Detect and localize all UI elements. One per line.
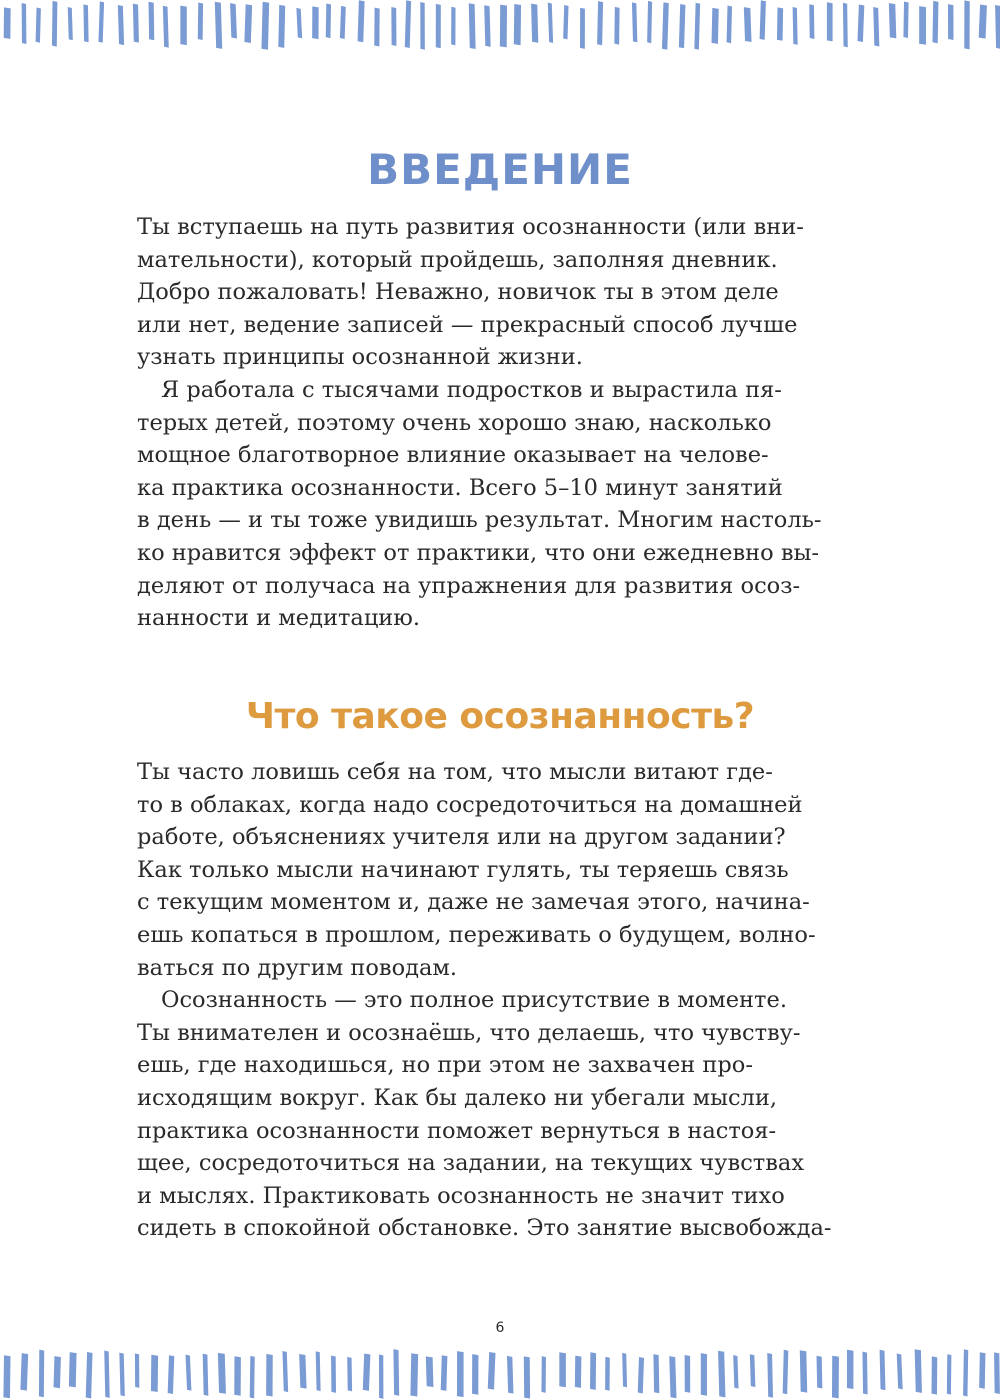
stripe-mark xyxy=(39,1350,44,1398)
stripe-mark xyxy=(647,1,652,43)
stripe-mark xyxy=(20,1353,28,1390)
stripe-mark xyxy=(915,1349,922,1393)
stripe-mark xyxy=(230,3,237,38)
stripe-mark xyxy=(98,1,104,42)
stripe-mark xyxy=(4,7,11,38)
stripe-mark xyxy=(932,1356,938,1394)
stripe-mark xyxy=(393,1349,399,1396)
page-number: 6 xyxy=(495,1320,505,1336)
stripe-mark xyxy=(118,5,124,45)
stripe-mark xyxy=(514,4,521,45)
stripe-mark xyxy=(597,1,603,45)
stripe-mark xyxy=(605,1357,610,1391)
stripe-mark xyxy=(472,1354,478,1395)
stripe-mark xyxy=(119,1353,124,1397)
stripe-mark xyxy=(718,1351,725,1398)
stripe-mark xyxy=(234,1356,241,1395)
stripe-mark xyxy=(69,1352,77,1387)
stripe-mark xyxy=(712,8,719,44)
stripe-mark xyxy=(163,6,169,48)
stripe-mark xyxy=(151,1355,158,1392)
stripe-mark xyxy=(426,1356,434,1387)
stripe-mark xyxy=(203,1354,209,1396)
stripe-mark xyxy=(932,1,938,43)
stripe-mark xyxy=(244,4,252,43)
stripe-mark xyxy=(68,7,73,40)
stripe-mark xyxy=(133,4,139,43)
stripe-mark xyxy=(391,7,396,46)
stripe-mark xyxy=(198,2,203,40)
stripe-mark xyxy=(186,1355,192,1391)
stripe-mark xyxy=(218,1353,226,1394)
stripe-mark xyxy=(662,2,669,49)
stripe-mark xyxy=(750,1354,756,1387)
stripe-mark xyxy=(832,1356,839,1399)
stripe-mark xyxy=(316,1351,321,1391)
stripe-mark xyxy=(903,2,908,38)
stripe-mark xyxy=(857,4,864,42)
stripe-mark xyxy=(638,1357,644,1394)
stripe-mark xyxy=(701,1353,707,1396)
stripe-mark xyxy=(326,4,331,39)
text-line: с текущим моментом и, даже не замечая этого, начина- xyxy=(137,889,810,916)
stripe-mark xyxy=(897,1354,903,1390)
stripe-mark xyxy=(500,5,507,48)
stripe-mark xyxy=(580,8,585,49)
stripe-mark xyxy=(299,1354,306,1389)
stripe-mark xyxy=(880,1350,886,1390)
text-line: Я работала с тысячами подростков и вырастила пя- xyxy=(161,376,782,403)
text-line: ваться по другим поводам. xyxy=(137,954,458,981)
stripe-mark xyxy=(669,1356,676,1398)
stripe-mark xyxy=(744,7,752,42)
stripe-mark xyxy=(420,2,425,50)
stripe-mark xyxy=(135,1353,139,1387)
text-line: ко нравится эффект от практики, что они ежедневно вы- xyxy=(137,539,820,566)
stripe-mark xyxy=(919,6,926,45)
text-line: Ты вступаешь на путь развития осознанности (или вни- xyxy=(137,214,804,240)
stripe-pattern-top xyxy=(0,0,1000,50)
stripe-mark xyxy=(168,1355,175,1394)
intro-heading: ВВЕДЕНИЕ xyxy=(367,145,633,194)
text-line: нанности и медитацию. xyxy=(137,605,421,632)
stripe-mark xyxy=(250,1356,255,1399)
stripe-mark xyxy=(685,1355,691,1393)
stripe-mark xyxy=(963,1349,968,1396)
text-line: работе, объяснениях учителя или на другом задании? xyxy=(137,824,786,851)
stripe-mark xyxy=(3,1355,10,1398)
stripe-mark xyxy=(507,1356,514,1394)
stripe-mark xyxy=(947,1354,952,1395)
stripe-mark xyxy=(733,1355,738,1389)
stripe-mark xyxy=(363,1353,371,1390)
stripe-mark xyxy=(679,4,686,48)
text-line: Ты часто ловишь себя на том, что мысли витают где- xyxy=(137,759,773,785)
stripe-mark xyxy=(777,7,783,40)
stripe-mark xyxy=(694,3,700,50)
stripe-mark xyxy=(783,1350,789,1394)
stripe-mark xyxy=(86,1352,93,1398)
stripe-mark xyxy=(979,5,987,39)
text-line: щее, сосредоточиться на задании, на текущих чувствах xyxy=(137,1150,805,1177)
stripe-mark xyxy=(469,3,476,49)
stripe-mark xyxy=(559,1352,566,1387)
stripe-mark xyxy=(331,1355,336,1392)
stripe-mark xyxy=(457,1351,464,1397)
stripe-mark xyxy=(36,7,41,42)
stripe-mark xyxy=(261,2,269,50)
stripe-mark xyxy=(441,1355,448,1391)
stripe-mark xyxy=(484,5,490,47)
stripe-mark xyxy=(862,1352,867,1395)
text-line: узнать принципы осознанной жизни. xyxy=(137,344,583,371)
stripe-mark xyxy=(22,3,27,44)
stripe-mark xyxy=(54,1356,61,1388)
stripe-mark xyxy=(563,5,568,39)
stripe-mark xyxy=(282,1351,288,1392)
text-line: мательности), который пройдешь, заполняя дневник. xyxy=(137,246,778,273)
stripe-mark xyxy=(180,6,186,46)
text-line: и мыслях. Практиковать осознанность не значит тихо xyxy=(137,1182,785,1209)
stripe-mark xyxy=(548,3,553,43)
stripe-mark xyxy=(296,8,302,38)
text-line: Как только мысли начинают гулять, ты теряешь связь xyxy=(137,856,789,883)
stripe-mark xyxy=(994,1352,1000,1394)
stripe-mark xyxy=(995,5,1000,49)
stripe-mark xyxy=(622,1353,627,1388)
stripe-mark xyxy=(358,0,365,42)
text-line: Осознанность — это полное присутствие в моменте. xyxy=(161,987,787,1014)
stripe-mark xyxy=(800,1350,807,1392)
stripe-mark xyxy=(632,2,637,42)
stripe-mark xyxy=(843,3,848,48)
stripe-mark xyxy=(488,1352,496,1390)
text-line: ешь копаться в прошлом, переживать о будущем, волно- xyxy=(137,921,816,948)
stripe-mark xyxy=(979,1352,985,1388)
stripe-mark xyxy=(374,8,379,47)
stripe-mark xyxy=(436,4,441,48)
stripe-mark xyxy=(541,1356,545,1393)
stripe-mark xyxy=(347,1357,352,1391)
stripe-mark xyxy=(948,4,954,40)
stripe-pattern-bottom xyxy=(0,1349,1000,1399)
stripe-mark xyxy=(653,1354,659,1393)
text-line: практика осознанности поможет вернуться в настоя- xyxy=(137,1117,777,1144)
stripe-mark xyxy=(149,2,155,41)
top-stripe-border xyxy=(0,0,1000,50)
text-line: терых детей, поэтому очень хорошо знаю, насколько xyxy=(137,409,772,436)
what-is-mindfulness-text xyxy=(137,756,857,1245)
text-line: сидеть в спокойной обстановке. Это занятие высвобожда- xyxy=(137,1215,832,1242)
stripe-mark xyxy=(266,1354,273,1396)
stripe-mark xyxy=(531,4,538,43)
what-is-mindfulness-heading: Что такое осознанность? xyxy=(245,696,755,737)
bottom-stripe-border xyxy=(0,1349,1000,1399)
text-line: ка практика осознанности. Всего 5–10 минут занятий xyxy=(137,474,783,501)
stripe-mark xyxy=(767,1353,773,1398)
stripe-mark xyxy=(312,6,319,39)
text-line: ешь, где находишься, но при этом не захвачен про- xyxy=(137,1052,753,1079)
text-line: или нет, ведение записей — прекрасный способ лучше xyxy=(137,311,798,338)
stripe-mark xyxy=(760,0,766,40)
text-line: то в облаках, когда надо сосредоточиться на домашней xyxy=(137,791,803,818)
stripe-mark xyxy=(873,7,879,46)
text-line: Добро пожаловать! Неважно, новичок ты в этом деле xyxy=(137,279,779,306)
stripe-mark xyxy=(847,1350,854,1389)
stripe-mark xyxy=(104,1350,109,1397)
stripe-mark xyxy=(575,1356,582,1388)
stripe-mark xyxy=(278,5,285,48)
stripe-mark xyxy=(964,0,970,49)
text-line: мощное благотворное влияние оказывает на челове- xyxy=(137,442,769,469)
stripe-mark xyxy=(809,4,814,39)
stripe-mark xyxy=(817,1356,823,1389)
text-line: Ты внимателен и осознаёшь, что делаешь, что чувству- xyxy=(137,1019,801,1046)
stripe-mark xyxy=(827,2,833,41)
stripe-mark xyxy=(524,1356,530,1398)
stripe-mark xyxy=(340,6,346,39)
stripe-mark xyxy=(379,1354,383,1398)
stripe-mark xyxy=(727,5,733,43)
text-line: в день — и ты тоже увидишь результат. Многим настоль- xyxy=(137,507,822,534)
stripe-mark xyxy=(410,1353,418,1396)
intro-text xyxy=(137,211,857,635)
text-line: исходящим вокруг. Как бы далеко ни убегали мысли, xyxy=(137,1084,778,1111)
stripe-mark xyxy=(614,7,619,45)
stripe-mark xyxy=(405,0,411,48)
stripe-mark xyxy=(451,7,455,46)
stripe-mark xyxy=(590,1352,596,1390)
stripe-mark xyxy=(83,4,88,42)
stripe-mark xyxy=(793,7,798,45)
text-line: деляют от получаса на упражнения для развития осоз- xyxy=(137,572,801,599)
stripe-mark xyxy=(52,1,57,47)
stripe-mark xyxy=(215,2,222,49)
stripe-mark xyxy=(889,3,896,38)
